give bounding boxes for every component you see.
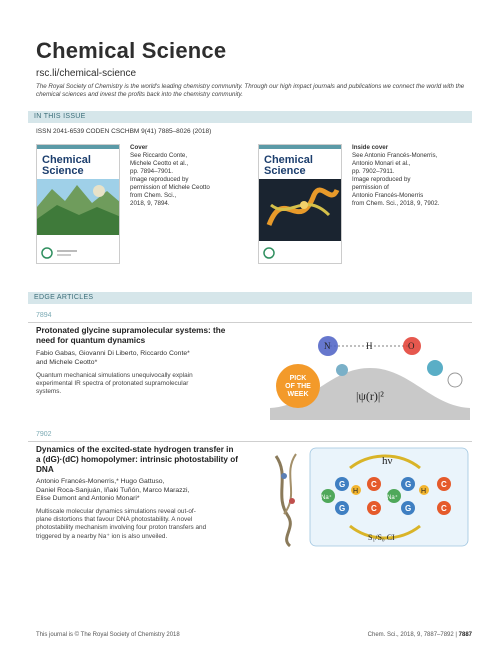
cover-line: permission of Michele Ceotto [130,184,210,191]
inside-cover-graphic [259,145,342,264]
sodium-label: Na⁺ [321,495,332,501]
ci-label: S₁/S₀ CI [368,533,395,542]
cover-line: Antonio Francés-Monerris [352,192,424,199]
footer-copyright: This journal is © The Royal Society of Chemistry 2018 [36,632,180,638]
hydrogen-label: H [421,488,427,495]
cover-line: from Chem. Sci., 2018, 9, 7902. [352,200,440,207]
abstract-line: triggered by a nearby Na⁺ ion is also unveiled. [36,532,168,540]
inside-cover-journal-word2: Science [264,165,306,177]
footer-citation-text: Chem. Sci., 2018, 9, 7887–7892 | [367,632,457,638]
article-authors [36,478,256,504]
cover-heading: Cover [130,144,148,151]
article-graphic [270,328,470,420]
atom-o-label: O [408,341,415,351]
issn-line: ISSN 2041-6539 CODEN CSCHBM 9(41) 7885–8026 (2018) [36,128,212,135]
article-title-line: DNA [36,465,54,474]
in-this-issue-bar: IN THIS ISSUE [28,111,472,123]
pick-badge-line: WEEK [287,391,309,398]
abstract-line: plane distortions that favour DNA photostability. A novel [36,516,193,524]
authors-line: Daniel Roca-Sanjuán, Iñaki Tuñón, Marco Marazzi, [36,486,190,494]
inside-cover-caption [352,144,477,208]
cover-landscape-graphic [37,145,120,264]
cover-journal-word1: Chemical [42,154,91,166]
dna-proton-transfer-graphic [270,446,470,548]
article-abstract [36,372,251,397]
article-title[interactable] [36,326,256,346]
journal-url[interactable]: rsc.li/chemical-science [36,68,137,79]
cover-line: Image reproduced by [130,176,189,183]
cover-line: Image reproduced by [352,176,411,183]
footer-page-number: 7887 [458,632,472,638]
footer-citation [368,632,472,638]
abstract-line: Multiscale molecular dynamics simulations reveal out-of- [36,508,196,515]
authors-line: and Michele Ceotto* [36,358,98,366]
article-graphic [270,446,470,548]
hydrogen-label: H [353,488,359,495]
base-c-label: C [441,480,447,489]
cover-line: See Riccardo Conte, [130,152,188,159]
cover-line: pp. 7902–7911. [352,168,395,175]
inside-cover-heading: Inside cover [352,144,389,151]
cover-line: Michele Ceotto et al., [130,160,189,167]
cover-journal-word2: Science [42,165,84,177]
authors-line: Fabio Gabas, Giovanni Di Liberto, Riccardo Conte* [36,350,190,357]
base-g-label: G [405,504,412,513]
article-title-line: need for quantum dynamics [36,336,146,345]
abstract-line: photostability mechanism involving four proton transfers and [36,524,207,532]
base-g-label: G [405,480,412,489]
article-authors [36,350,256,367]
cover-line: 2018, 9, 7894. [130,200,170,207]
cover-line: Antonio Monari et al., [352,160,411,167]
edge-articles-bar: EDGE ARTICLES [28,292,472,304]
article-page-number[interactable]: 7894 [36,312,52,319]
article-abstract [36,508,251,541]
cover-line: See Antonio Francés-Monerris, [352,152,438,159]
base-g-label: G [339,480,346,489]
cover-caption [130,144,240,208]
journal-title: Chemical Science [36,38,227,63]
pick-badge-line: OF THE [285,383,311,390]
hv-label: hν [382,455,393,467]
abstract-line: Quantum mechanical simulations unequivocally explain [36,372,193,379]
abstract-line: experimental IR spectra of protonated supramolecular [36,380,189,388]
inside-cover-image [258,144,342,264]
abstract-line: systems. [36,388,62,396]
base-c-label: C [371,480,377,489]
sodium-label: Na⁺ [387,495,398,501]
cover-image [36,144,120,264]
pick-badge-line: PICK [289,375,307,382]
cover-line: pp. 7894–7901. [130,168,174,175]
atom-n-label: N [324,341,331,351]
authors-line: Antonio Francés-Monerris,* Hugo Gattuso, [36,478,165,485]
article-title-line: Protonated glycine supramolecular systems: the [36,326,226,335]
atom-h-label: H [366,341,373,351]
wavefunction-label: |ψ(r)|² [356,389,384,403]
divider [28,441,472,442]
base-c-label: C [441,504,447,513]
inside-cover-journal-word1: Chemical [264,154,313,166]
article-title-line: Dynamics of the excited-state hydrogen transfer in [36,445,234,454]
glycine-wavefunction-graphic [270,328,470,420]
article-title[interactable] [36,445,256,475]
journal-blurb: The Royal Society of Chemistry is the world's leading chemistry community. Through our high impact journals and publications we connect the world with the chemical sciences and invest the profits back into the chemistry community. [36,83,465,99]
cover-line: permission of [352,184,389,191]
cover-line: from Chem. Sci., [130,192,177,199]
authors-line: Elise Dumont and Antonio Monari* [36,495,140,503]
divider [28,322,472,323]
article-title-line: a (dG)·(dC) homopolymer: intrinsic photostability of [36,455,238,464]
base-c-label: C [371,504,377,513]
base-g-label: G [339,504,346,513]
article-page-number[interactable]: 7902 [36,431,52,438]
